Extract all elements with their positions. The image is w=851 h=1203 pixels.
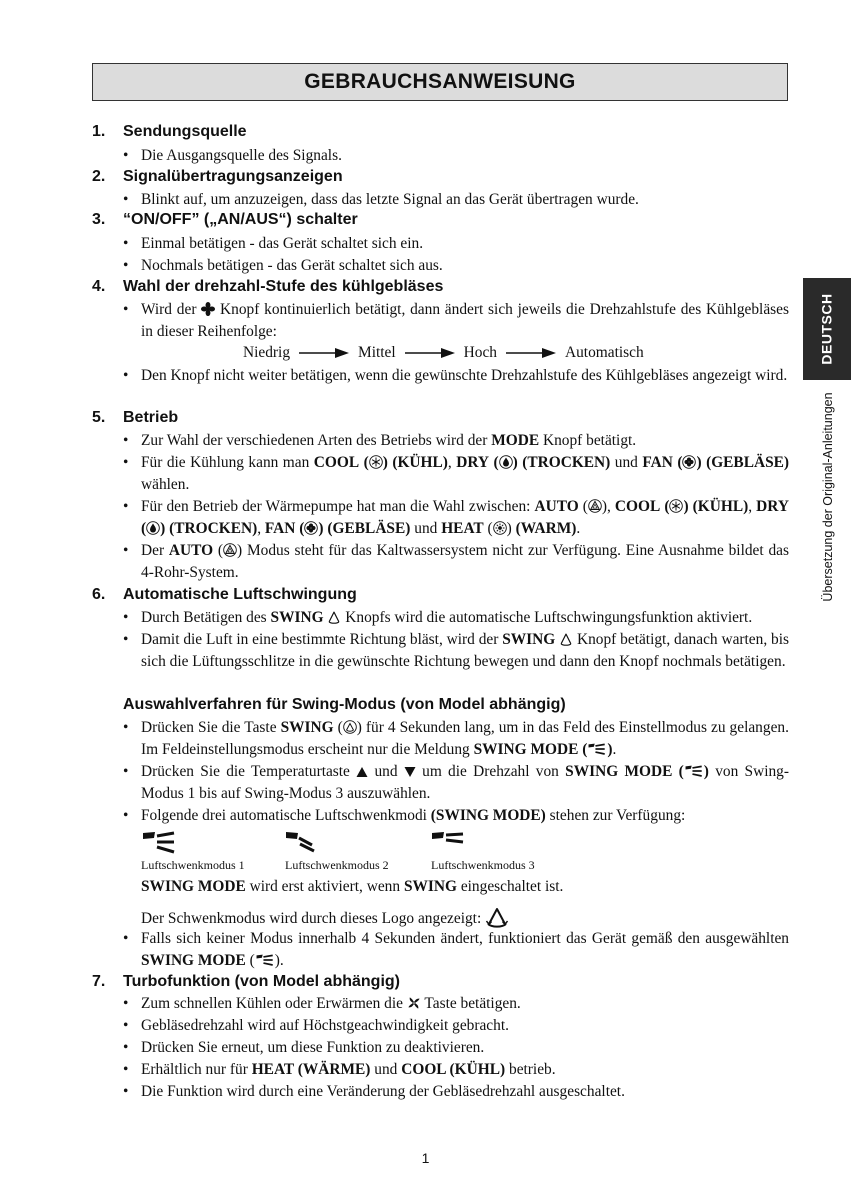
bullet: •	[123, 1083, 129, 1100]
section-heading	[92, 585, 357, 605]
note-text	[141, 906, 789, 930]
section-number: 4.	[92, 278, 106, 295]
text-run: um die Drehzahl von	[422, 763, 559, 780]
text-run: stehen zur Verfügung:	[549, 807, 686, 824]
text-run: wählen.	[141, 476, 190, 493]
list-item	[123, 255, 789, 277]
text-run: für 4 Sekunden lang, um in das Feld des Einstellmodus zu gelangen. Im Feldeinstellungsmodus erscheint nur die Meldung	[141, 719, 789, 758]
text-run: SWING MODE	[565, 763, 673, 780]
swing-logo-icon	[485, 906, 509, 928]
text-run: Taste betätigen.	[424, 995, 521, 1012]
text-run: Knopf kontinuierlich betätigt, dann ändert sich jeweils die Drehzahlstufe des Kühlgebläses in dieser Reihenfolge:	[141, 301, 789, 340]
bullet: •	[123, 301, 129, 318]
list-item	[123, 805, 789, 827]
section-heading	[92, 972, 400, 992]
list-item	[123, 233, 789, 255]
fan-speed-sequence	[243, 343, 644, 363]
text-run: Für die Kühlung kann man	[141, 454, 310, 471]
dry-mode-icon	[146, 521, 160, 535]
list-item	[123, 189, 789, 211]
list-item-text: Den Knopf nicht weiter betätigen, wenn die gewünschte Drehzahlstufe des Kühlgebläses angezeigt wird.	[141, 367, 788, 384]
section-title: Wahl der drehzahl-Stufe des kühlgebläses	[123, 278, 444, 295]
section-number: 2.	[92, 168, 106, 185]
arrow-up-icon	[356, 766, 368, 778]
swing-mode-caption: Luftschwenkmodus 1	[141, 858, 245, 872]
text-run: Der	[141, 542, 165, 559]
turbo-icon	[407, 996, 421, 1010]
text-run: SWING MODE	[141, 878, 246, 895]
auto-mode-icon	[588, 499, 602, 513]
bullet: •	[123, 763, 129, 780]
text-run: Drücken Sie die Taste	[141, 719, 277, 736]
arrow-right-icon	[506, 347, 556, 359]
text-run: COOL (KÜHL)	[401, 1061, 506, 1078]
text-run: und	[614, 454, 638, 471]
side-subtitle-text: Übersetzung der Original-Anleitungen	[821, 392, 835, 602]
list-item-text: Blinkt auf, um anzuzeigen, dass das letzte Signal an das Gerät übertragen wurde.	[141, 191, 639, 208]
list-item	[123, 145, 789, 167]
text-run: von Swing-Modus 1 bis auf Swing-Modus 3 auszuwählen.	[141, 763, 790, 802]
language-tab	[803, 278, 851, 380]
section-title: Betrieb	[123, 409, 179, 426]
bullet: •	[123, 930, 129, 947]
cool-mode-icon	[369, 455, 383, 469]
bullet: •	[123, 191, 129, 208]
fan-mode-icon	[304, 521, 318, 535]
text-run: Modus steht für das Kaltwassersystem nicht zur Verfügung. Eine Ausnahme bildet das 4-Rohr-System.	[141, 542, 789, 581]
text-run: SWING	[270, 609, 324, 626]
list-item: • Falls sich keiner Modus innerhalb 4 Sekunden ändert, funktioniert das Gerät gemäß den ausgewählten SWING MODE ( ).	[123, 930, 789, 969]
swing-mode-1-icon	[141, 830, 177, 854]
swing-icon	[327, 610, 341, 624]
bullet: •	[123, 1039, 129, 1056]
text-run: Zum schnellen Kühlen oder Erwärmen die	[141, 995, 403, 1012]
speed-low: Niedrig	[243, 344, 291, 361]
text-run: Folgende drei automatische Luftschwenkmodi	[141, 807, 427, 824]
text-run: (TROCKEN)	[169, 520, 258, 537]
text-run: (WARM)	[515, 520, 577, 537]
bullet: •	[123, 454, 129, 471]
auto-mode-icon	[223, 543, 237, 557]
section-number: 7.	[92, 973, 106, 990]
text-run: Der Schwenkmodus wird durch dieses Logo angezeigt:	[141, 910, 482, 927]
fan-mode-icon	[682, 455, 696, 469]
section-heading	[92, 277, 443, 297]
text-run: Für den Betrieb der Wärmepumpe hat man die Wahl zwischen:	[141, 498, 531, 515]
list-item: • Der AUTO ( ) Modus steht für das Kaltwassersystem nicht zur Verfügung. Eine Ausnahme bildet das 4-Rohr-System.	[123, 542, 789, 581]
text-run: SWING MODE	[141, 952, 246, 969]
text-run: (GEBLÄSE)	[706, 454, 790, 471]
list-item-text: Einmal betätigen - das Gerät schaltet sich ein.	[141, 235, 424, 252]
text-run: (KÜHL)	[392, 454, 448, 471]
text-run: Zur Wahl der verschiedenen Arten des Betriebs wird der	[141, 432, 488, 449]
text-run: Knopf betätigt.	[542, 432, 637, 449]
list-item	[123, 993, 789, 1015]
swing-icon	[559, 632, 573, 646]
text-run: Drücken Sie die Temperaturtaste	[141, 763, 350, 780]
section-number: 6.	[92, 586, 106, 603]
swing-mode-2-icon	[284, 830, 320, 854]
text-run: wird erst aktiviert, wenn	[249, 878, 401, 895]
section-title: Automatische Luftschwingung	[123, 586, 357, 603]
bullet: •	[123, 235, 129, 252]
bullet: •	[123, 609, 129, 626]
list-item-text: Die Ausgangsquelle des Signals.	[141, 147, 342, 164]
text-run: DRY	[456, 454, 490, 471]
bullet: •	[123, 1061, 129, 1078]
page-number: 1	[421, 1150, 430, 1166]
list-item: • Für den Betrieb der Wärmepumpe hat man die Wahl zwischen: AUTO ( ), COOL ( ) (KÜHL), DRY ( ) (TROCKEN), FAN ( ) (GEBLÄSE) und HEAT ( ) (WARM).	[123, 498, 789, 537]
list-item	[123, 1059, 789, 1081]
text-run: (KÜHL)	[692, 498, 749, 515]
text-run: Durch Betätigen des	[141, 609, 267, 626]
list-item: • Drücken Sie die Taste SWING ( ) für 4 Sekunden lang, um in das Feld des Einstellmodus zu gelangen. Im Feldeinstellungsmodus erscheint nur die Meldung SWING MODE ( ).	[123, 719, 789, 758]
bullet: •	[123, 257, 129, 274]
text-run: betrieb.	[509, 1061, 556, 1078]
text-run: DRY	[756, 498, 789, 515]
speed-high: Hoch	[463, 344, 497, 361]
subsection-title: Auswahlverfahren für Swing-Modus (von Model abhängig)	[123, 696, 566, 713]
swing-mode-3-icon	[430, 830, 466, 854]
swing-circle-icon	[343, 720, 357, 734]
text-run: Erhältlich nur für	[141, 1061, 248, 1078]
text-run: (SWING MODE)	[430, 807, 546, 824]
bullet: •	[123, 147, 129, 164]
list-item	[123, 430, 789, 452]
bullet: •	[123, 367, 129, 384]
page-title: GEBRAUCHSANWEISUNG	[304, 70, 576, 93]
section-heading	[92, 122, 247, 142]
speed-medium: Mittel	[358, 344, 396, 361]
text-run: SWING MODE	[473, 741, 579, 758]
list-item-text: Die Funktion wird durch eine Veränderung der Gebläsedrehzahl ausgeschaltet.	[141, 1083, 625, 1100]
list-item	[123, 1037, 789, 1059]
list-item	[123, 299, 789, 343]
list-item-text: Drücken Sie erneut, um diese Funktion zu deaktivieren.	[141, 1039, 485, 1056]
text-run: FAN	[642, 454, 673, 471]
section-number: 1.	[92, 123, 106, 140]
text-run: und	[414, 520, 438, 537]
list-item	[123, 607, 789, 629]
text-run: Falls sich keiner Modus innerhalb 4 Sekunden ändert, funktioniert das Gerät gemäß den ausgewählten	[141, 930, 789, 947]
section-number: 3.	[92, 211, 106, 228]
swing-mode-icon	[255, 953, 275, 967]
bullet: •	[123, 719, 129, 736]
arrow-down-icon	[404, 766, 416, 778]
text-run: SWING	[403, 878, 457, 895]
list-item	[123, 1081, 789, 1103]
bullet: •	[123, 1017, 129, 1034]
list-item-text: Gebläsedrehzahl wird auf Höchstgeachwindigkeit gebracht.	[141, 1017, 509, 1034]
list-item-text: Nochmals betätigen - das Gerät schaltet sich aus.	[141, 257, 443, 274]
text-run: (TROCKEN)	[522, 454, 611, 471]
list-item: • Für die Kühlung kann man COOL ( ) (KÜHL), DRY ( ) (TROCKEN) und FAN ( ) (GEBLÄSE) wählen.	[123, 454, 790, 493]
fan-icon	[201, 302, 215, 316]
side-subtitle	[818, 392, 838, 602]
text-run: SWING	[280, 719, 334, 736]
list-item	[123, 365, 789, 387]
text-run: und	[374, 763, 398, 780]
arrow-right-icon	[299, 347, 349, 359]
list-item	[123, 1015, 789, 1037]
list-item	[123, 629, 789, 673]
bullet: •	[123, 995, 129, 1012]
page-title-banner	[92, 63, 788, 101]
text-run: Damit die Luft in eine bestimmte Richtung bläst, wird der	[141, 631, 499, 648]
text-run: MODE	[491, 432, 540, 449]
section-heading	[92, 408, 178, 428]
text-run: AUTO	[534, 498, 579, 515]
text-run: und	[374, 1061, 398, 1078]
bullet: •	[123, 498, 129, 515]
language-tab-label: DEUTSCH	[819, 293, 836, 365]
list-item: • Drücken Sie die Temperaturtaste und um die Drehzahl von SWING MODE ( ) von Swing-Modus 1 bis auf Swing-Modus 3 auszuwählen.	[123, 763, 790, 802]
section-title: Sendungsquelle	[123, 123, 247, 140]
text-run: Knopfs wird die automatische Luftschwingungsfunktion aktiviert.	[345, 609, 753, 626]
text-run: AUTO	[168, 542, 214, 559]
heat-mode-icon	[493, 521, 507, 535]
bullet: •	[123, 432, 129, 449]
text-run: (GEBLÄSE)	[327, 520, 411, 537]
text-run: HEAT	[441, 520, 484, 537]
swing-mode-icon	[587, 742, 607, 756]
cool-mode-icon	[669, 499, 683, 513]
swing-mode-caption: Luftschwenkmodus 2	[285, 858, 389, 872]
text-run: Knopf betätigt, danach warten, bis sich die Lüftungsschlitze in die gewünschte Richtung bewegen und dann den Knopf nochmals betätigen.	[141, 631, 789, 670]
text-run: FAN	[264, 520, 296, 537]
section-title: “ON/OFF” („AN/AUS“) schalter	[123, 211, 358, 228]
note-text	[141, 876, 789, 898]
text-run: HEAT (WÄRME)	[251, 1061, 371, 1078]
text-run: SWING	[502, 631, 556, 648]
bullet: •	[123, 631, 129, 648]
text-run: Wird der	[141, 301, 197, 318]
arrow-right-icon	[405, 347, 455, 359]
section-number: 5.	[92, 409, 106, 426]
dry-mode-icon	[499, 455, 513, 469]
section-title: Turbofunktion (von Model abhängig)	[123, 973, 400, 990]
text-run: eingeschaltet ist.	[460, 878, 564, 895]
swing-mode-icon	[684, 764, 704, 778]
text-run: COOL	[313, 454, 360, 471]
section-heading	[92, 210, 358, 230]
section-title: Signalübertragungsanzeigen	[123, 168, 343, 185]
bullet: •	[123, 542, 129, 559]
swing-mode-caption: Luftschwenkmodus 3	[431, 858, 535, 872]
speed-auto: Automatisch	[564, 344, 644, 361]
text-run: COOL	[614, 498, 661, 515]
section-heading	[92, 167, 343, 187]
bullet: •	[123, 807, 129, 824]
